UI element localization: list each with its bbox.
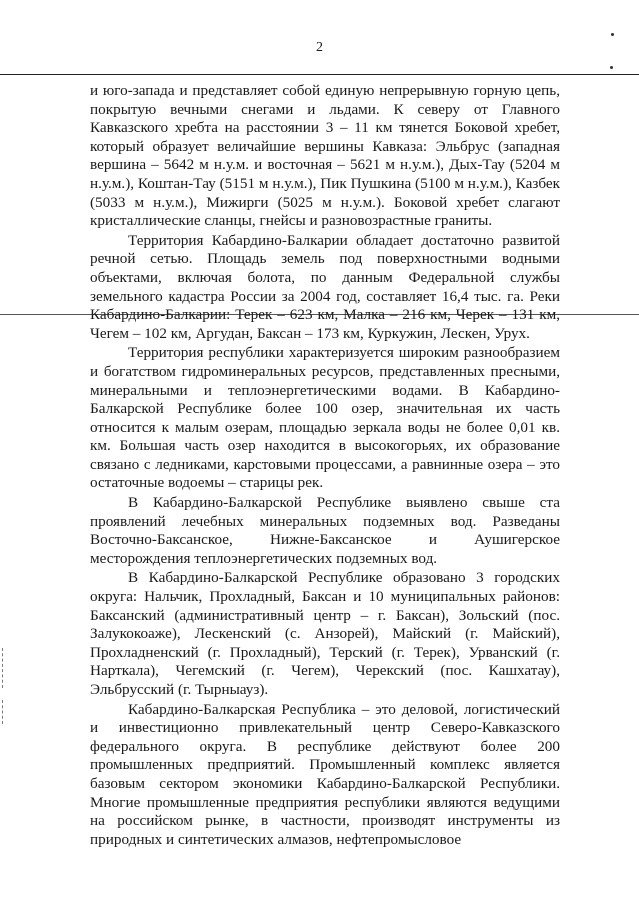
paragraph-economy: Кабардино-Балкарская Республика – это деловой, логистический и инвестиционно привлекательный центр Северо-Кавказского федерального округа. В республике действуют более 200 промышленных предприятий. Промышленный комплекс является базовым сектором экономики Кабардино-Балкарской Республики. Многие промышленные предприятия республики являются ведущими на российском рынке, в частности, производят инструменты из природных и синтетических алмазов, нефтепромысловое [90,700,560,848]
document-body [90,82,560,849]
paragraph-districts: В Кабардино-Балкарской Республике образовано 3 городских округа: Нальчик, Прохладный, Баксан и 10 муниципальных районов: Баксанский (административный центр – г. Баксан), Зольский (пос. Залукокоаже), Лескенский (с. Анзорей), Майский (г. Майский), Прохладненский (г. Прохладный), Терский (г. Терек), Урванский (г. Нарткала), Чегемский (г. Чегем), Черекский (пос. Кашхатау), Эльбрусский (г. Тырныауз). [90,569,560,698]
paragraph-lakes: Территория республики характеризуется широким разнообразием и богатством гидроминеральных ресурсов, представленных пресными, минеральными и теплоэнергетическими водами. В Кабардино-Балкарской Республике более 100 озер, значительная их часть относится к малым озерам, площадью зеркала воды не более 0,01 кв. км. Большая часть озер находится в высокогорьях, их образование связано с ледниками, карстовыми процессами, а равнинные озера – это остаточные водоемы – старицы рек. [90,344,560,492]
scan-artifact-line [0,74,639,75]
scan-speck [610,66,613,69]
paragraph-rivers: Территория Кабардино-Балкарии обладает достаточно развитой речной сетью. Площадь земель под поверхностными водными объектами, включая болота, по данным Федеральной службы земельного кадастра России за 2004 год, составляет 16,4 тыс. га. Реки Кабардино-Балкарии: Терек – 623 км, Малка – 216 км, Черек – 131 км, Чегем – 102 км, Аргудан, Баксан – 173 км, Куркужин, Лескен, Урух. [90,231,560,342]
binding-mark [2,648,3,688]
page-number: 2 [316,40,323,55]
paragraph-mineral-waters: В Кабардино-Балкарской Республике выявлено свыше ста проявлений лечебных минеральных подземных вод. Разведаны Восточно-Баксанское, Нижне-Баксанское и Аушигерское месторождения теплоэнергетических подземных вод. [90,494,560,567]
binding-mark [2,700,3,724]
paragraph-mountains: и юго-запада и представляет собой единую непрерывную горную цепь, покрытую вечными снегами и льдами. К северу от Главного Кавказского хребта на расстоянии 3 – 11 км тянется Боковой хребет, который образует величайшие вершины Кавказа: Эльбрус (западная вершина – 5642 м н.у.м. и восточная – 5621 м н.у.м.), Дых-Тау (5204 м н.у.м.), Коштан-Тау (5151 м н.у.м.), Пик Пушкина (5100 м н.у.м.), Казбек (5033 м н.у.м.), Мижирги (5025 м н.у.м.). Боковой хребет слагают кристаллические сланцы, гнейсы и разновозрастные граниты. [90,82,560,230]
scan-speck [611,33,614,36]
